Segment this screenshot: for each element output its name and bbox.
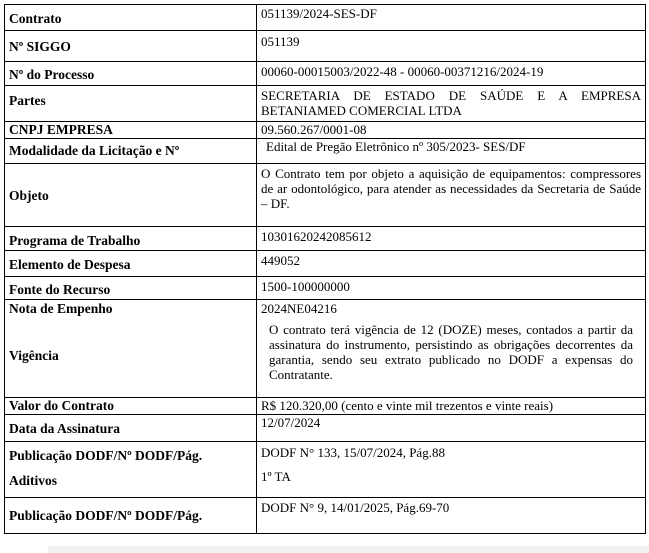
table-row: [5, 5, 646, 31]
table-row: [5, 31, 646, 62]
value-programa: 10301620242085612: [257, 227, 646, 251]
table-row: [5, 227, 646, 251]
value-publicacao-aditivos: [257, 442, 646, 498]
label-contrato: Contrato: [5, 5, 257, 31]
contract-summary-document: [4, 4, 643, 534]
value-empenho-vigencia: [257, 300, 646, 398]
table-row: [5, 86, 646, 122]
table-row: [5, 277, 646, 300]
table-row: [5, 164, 646, 227]
table-row: [5, 139, 646, 164]
label-publicacao-1: Publicação DODF/Nº DODF/Pág.: [9, 448, 203, 463]
value-vigencia: O contrato terá vigência de 12 (DOZE) meses, contados a partir da assinatura do instrumento, persistindo as obrigações decorrentes da garantia, sendo seu extrato publicado no DODF a expensas do Contratante.: [269, 322, 633, 382]
value-fonte: 1500-100000000: [257, 277, 646, 300]
label-aditivos: Aditivos: [9, 473, 58, 488]
label-partes: Partes: [5, 86, 257, 122]
value-assinatura: 12/07/2024: [257, 415, 646, 442]
label-publicacao-aditivos: [5, 442, 257, 498]
label-programa: Programa de Trabalho: [5, 227, 257, 251]
table-row: [5, 498, 646, 534]
label-objeto: Objeto: [5, 164, 257, 227]
page-bottom-strip: [48, 546, 649, 553]
value-valor: R$ 120.320,00 (cento e vinte mil trezentos e vinte reais): [257, 398, 646, 415]
table-row: [5, 122, 646, 139]
label-processo: Nº do Processo: [5, 62, 257, 86]
label-assinatura: Data da Assinatura: [5, 415, 257, 442]
value-cnpj: 09.560.267/0001-08: [257, 122, 646, 139]
value-partes: SECRETARIA DE ESTADO DE SAÚDE E A EMPRESA BETANIAMED COMERCIAL LTDA: [257, 86, 646, 122]
value-modalidade: Edital de Pregão Eletrônico nº 305/2023- SES/DF: [257, 139, 646, 164]
label-vigencia: Vigência: [9, 348, 59, 363]
value-siggo: 051139: [257, 31, 646, 62]
label-publicacao-2: Publicação DODF/Nº DODF/Pág.: [5, 498, 257, 534]
table-row: [5, 300, 646, 398]
table-row: [5, 442, 646, 498]
label-empenho-vigencia: [5, 300, 257, 398]
label-modalidade: Modalidade da Licitação e Nº: [5, 139, 257, 164]
label-elemento: Elemento de Despesa: [5, 251, 257, 277]
label-siggo: Nº SIGGO: [5, 31, 257, 62]
value-objeto: O Contrato tem por objeto a aquisição de equipamentos: compressores de ar odontológico, para atender as necessidades da Secretaria de Saúde – DF.: [257, 164, 646, 227]
value-processo: 00060-00015003/2022-48 - 00060-00371216/2024-19: [257, 62, 646, 86]
value-elemento: 449052: [257, 251, 646, 277]
value-empenho: 2024NE04216: [261, 301, 337, 316]
label-valor: Valor do Contrato: [5, 398, 257, 415]
label-empenho: Nota de Empenho: [9, 301, 113, 316]
value-publicacao-1: DODF N° 133, 15/07/2024, Pág.88: [261, 445, 445, 460]
label-fonte: Fonte do Recurso: [5, 277, 257, 300]
value-publicacao-2: DODF N° 9, 14/01/2025, Pág.69-70: [257, 498, 646, 534]
table-row: [5, 251, 646, 277]
contract-table: [4, 4, 646, 534]
table-row: [5, 398, 646, 415]
label-cnpj: CNPJ EMPRESA: [5, 122, 257, 139]
value-aditivos: 1º TA: [261, 469, 291, 484]
table-row: [5, 415, 646, 442]
table-row: [5, 62, 646, 86]
value-contrato: 051139/2024-SES-DF: [257, 5, 646, 31]
